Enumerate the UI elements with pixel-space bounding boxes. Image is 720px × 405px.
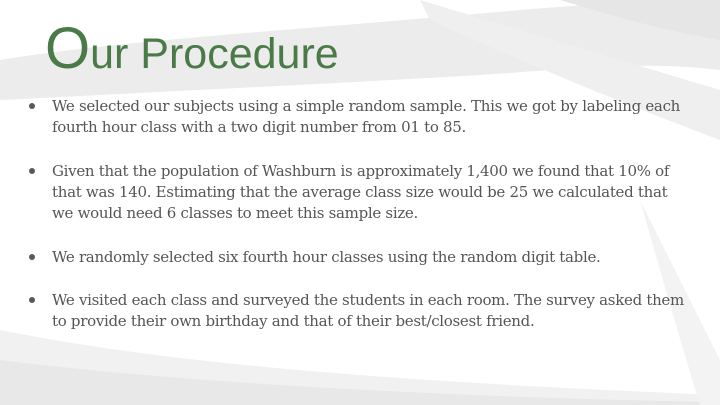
bullet-text: We selected our subjects using a simple random sample. This we got by labeling each fourth hour class with a two digit number from 01 to 85. bbox=[52, 97, 681, 136]
bullet-item bbox=[26, 96, 686, 138]
slide-title-initial: O bbox=[45, 16, 91, 81]
slide-title-rest: ur Procedure bbox=[90, 30, 339, 78]
bullet-text: We randomly selected six fourth hour classes using the random digit table. bbox=[52, 248, 601, 266]
bullet-item bbox=[26, 161, 686, 224]
bullet-dot-icon bbox=[29, 254, 35, 260]
bullet-text: We visited each class and surveyed the students in each room. The survey asked them to provide their own birthday and that of their best/closest friend. bbox=[52, 291, 684, 330]
bullet-text: Given that the population of Washburn is approximately 1,400 we found that 10% of that was 140. Estimating that the average class size would be 25 we calculated that we would need 6 classes to meet this sample size. bbox=[52, 162, 670, 222]
bullet-dot-icon bbox=[29, 168, 35, 174]
bullet-item bbox=[26, 290, 686, 332]
bullet-dot-icon bbox=[29, 103, 35, 109]
bullet-dot-icon bbox=[29, 297, 35, 303]
slide-title bbox=[45, 16, 339, 81]
bullet-item bbox=[26, 247, 686, 268]
